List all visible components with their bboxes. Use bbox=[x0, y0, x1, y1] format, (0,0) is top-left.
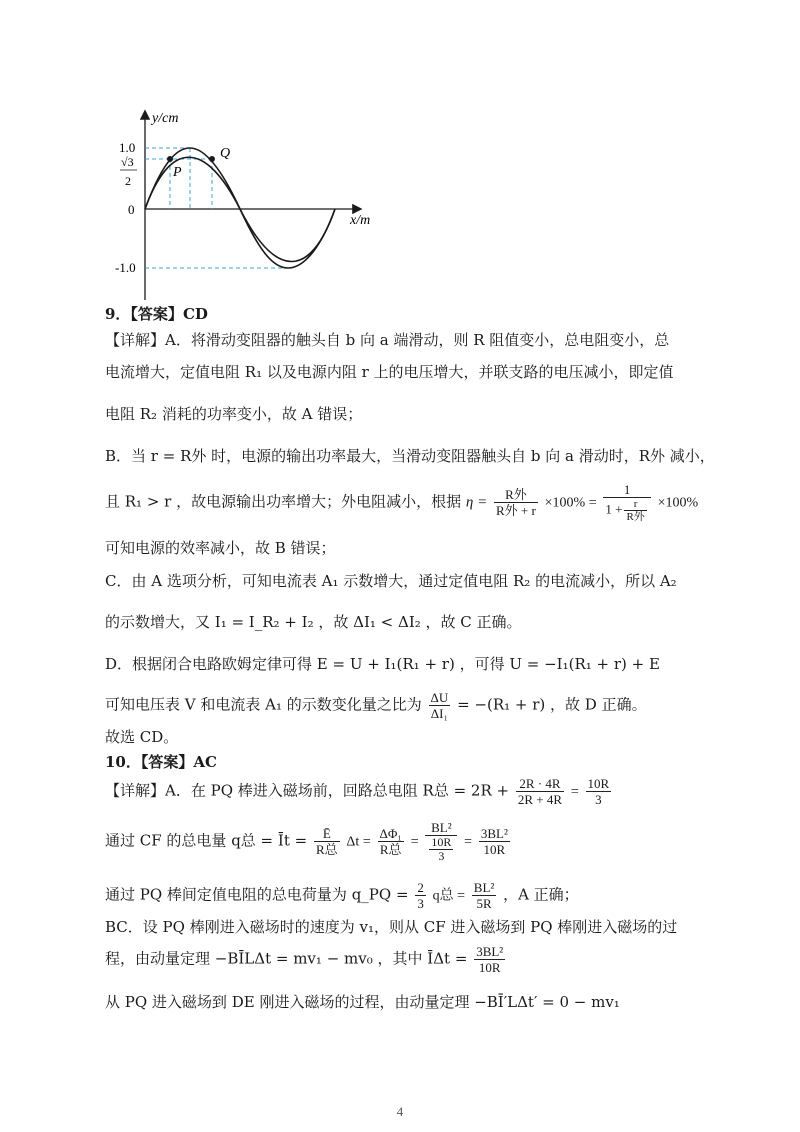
r-total-fraction-1: $\frac{2R \cdot 4R}{2R + 4R}$ bbox=[517, 776, 563, 807]
tick-sqrt-num: √3 bbox=[121, 155, 134, 169]
eta-fraction-1: $\frac{\text{R外}}{\text{R外 + r}}$ bbox=[496, 487, 536, 518]
eta-fraction-2: 1 1 + $\frac{r}{\text{R外}}$ bbox=[603, 482, 650, 523]
q10-detail-bc2 bbox=[105, 944, 507, 975]
tick-sqrt-den: 2 bbox=[125, 174, 131, 188]
q10-eq-2: = bbox=[410, 834, 419, 850]
x-axis-label: x/m bbox=[350, 213, 371, 228]
eta-times-1: ×100% = bbox=[544, 495, 597, 511]
q10-detail-bc1: BC．设 PQ 棒刚进入磁场时的速度为 v₁，则从 CF 进入磁场到 PQ 棒刚进入磁场的过 bbox=[105, 918, 678, 936]
q10-eq-3: = bbox=[464, 834, 473, 850]
q9-answer: 9．【答案】CD bbox=[105, 305, 208, 323]
q9-b2-text: 且 R₁ > r ，故电源输出功率增大；外电阻减小，根据 bbox=[105, 492, 462, 511]
tick-zero: 0 bbox=[128, 202, 135, 217]
point-q-label: Q bbox=[220, 146, 231, 161]
tick-bottom: -1.0 bbox=[115, 260, 136, 275]
charge-fraction-3: $\frac{\text{BL²}}{\frac{10R}{3}}$ bbox=[425, 820, 457, 863]
q10-detail-a1 bbox=[105, 776, 613, 807]
r-total-fraction-2: $\frac{10R}{3}$ bbox=[587, 776, 610, 807]
q10-bc2-text: 程，由动量定理 −BĪLΔt = mv₁ − mv₀ ，其中 ĪΔt = bbox=[105, 949, 468, 968]
charge-fraction-4: $\frac{\text{3BL²}}{10R}$ bbox=[480, 826, 508, 857]
q9-detail-d2 bbox=[105, 690, 647, 721]
q9-detail-b2 bbox=[105, 482, 698, 523]
q10-a1-text: 【详解】A．在 PQ 棒进入磁场前，回路总电阻 R总 = 2R + bbox=[105, 781, 510, 800]
point-q-marker bbox=[209, 156, 215, 162]
q9-detail-b3: 可知电源的效率减小，故 B 错误； bbox=[105, 539, 336, 557]
impulse-fraction: $\frac{\text{3BL²}}{10R}$ bbox=[476, 944, 504, 975]
q10-a3-post: ，A 正确； bbox=[503, 885, 579, 904]
y-axis-label: y/cm bbox=[152, 111, 179, 126]
eta-times-2: ×100% bbox=[657, 495, 699, 511]
q10-a2-text: 通过 CF 的总电量 q总 = Īt = bbox=[105, 831, 308, 850]
q9-conclusion: 故选 CD。 bbox=[105, 728, 179, 746]
q10-detail-bc3: 从 PQ 进入磁场到 DE 刚进入磁场的过程，由动量定理 −BĪ′LΔt′ = 0 − mv₁ bbox=[105, 993, 620, 1011]
point-p-label: P bbox=[173, 165, 182, 180]
q9-detail-a3: 电阻 R₂ 消耗的功率变小，故 A 错误； bbox=[105, 405, 363, 423]
page-number: 4 bbox=[396, 1104, 404, 1119]
q9-detail-a2: 电流增大，定值电阻 R₁ 以及电源内阻 r 上的电压增大，并联支路的电压减小，即定值 bbox=[105, 363, 674, 381]
q10-answer: 10．【答案】AC bbox=[105, 753, 217, 771]
charge-fraction-2: $\frac{\text{ΔΦ₁}}{\text{R总}}$ bbox=[379, 826, 402, 857]
q9-detail-a1: 【详解】A．将滑动变阻器的触头自 b 向 a 端滑动，则 R 阻值变小，总电阻变小，总 bbox=[105, 331, 670, 349]
q10-q-total: q总 = bbox=[432, 888, 465, 904]
charge-fraction-1: $\frac{Ē}{\text{R总}}$ bbox=[315, 826, 338, 857]
q10-dt: Δt = bbox=[346, 834, 371, 850]
tick-top: 1.0 bbox=[119, 140, 136, 155]
q10-eq-1: = bbox=[570, 784, 579, 800]
q10-detail-a2 bbox=[105, 820, 512, 863]
q9-detail-c2: 的示数增大，又 I₁ = I_R₂ + I₂ ，故 ΔI₁ < ΔI₂ ，故 C 正确。 bbox=[105, 613, 522, 631]
point-p-marker bbox=[167, 156, 173, 162]
q9-detail-d1: D．根据闭合电路欧姆定律可得 E = U + I₁(R₁ + r) ，可得 U = −I₁(R₁ + r) + E bbox=[105, 655, 660, 673]
du-di-fraction: $\frac{\Delta U}{\text{ΔI₁}}$ bbox=[430, 690, 449, 721]
q9-detail-b1: B．当 r = R外 时，电源的输出功率最大，当滑动变阻器触头自 b 向 a 滑动时，R外 减小， bbox=[105, 447, 715, 465]
eta-symbol: η = bbox=[465, 494, 488, 511]
wave-figure bbox=[0, 0, 800, 300]
q9-d2-post: = −(R₁ + r) ，故 D 正确。 bbox=[457, 695, 647, 714]
q9-d2-text: 可知电压表 V 和电流表 A₁ 的示数变化量之比为 bbox=[105, 695, 422, 714]
qpq-fraction-2: $\frac{\text{BL²}}{5R}$ bbox=[473, 880, 495, 911]
q9-detail-c1: C．由 A 选项分析，可知电流表 A₁ 示数增大，通过定值电阻 R₂ 的电流减小，所以 A₂ bbox=[105, 572, 677, 590]
q10-a3-text: 通过 PQ 棒间定值电阻的总电荷量为 q_PQ = bbox=[105, 885, 409, 904]
qpq-fraction-1: $\frac{2}{3}$ bbox=[417, 880, 424, 911]
q10-detail-a3 bbox=[105, 880, 579, 911]
